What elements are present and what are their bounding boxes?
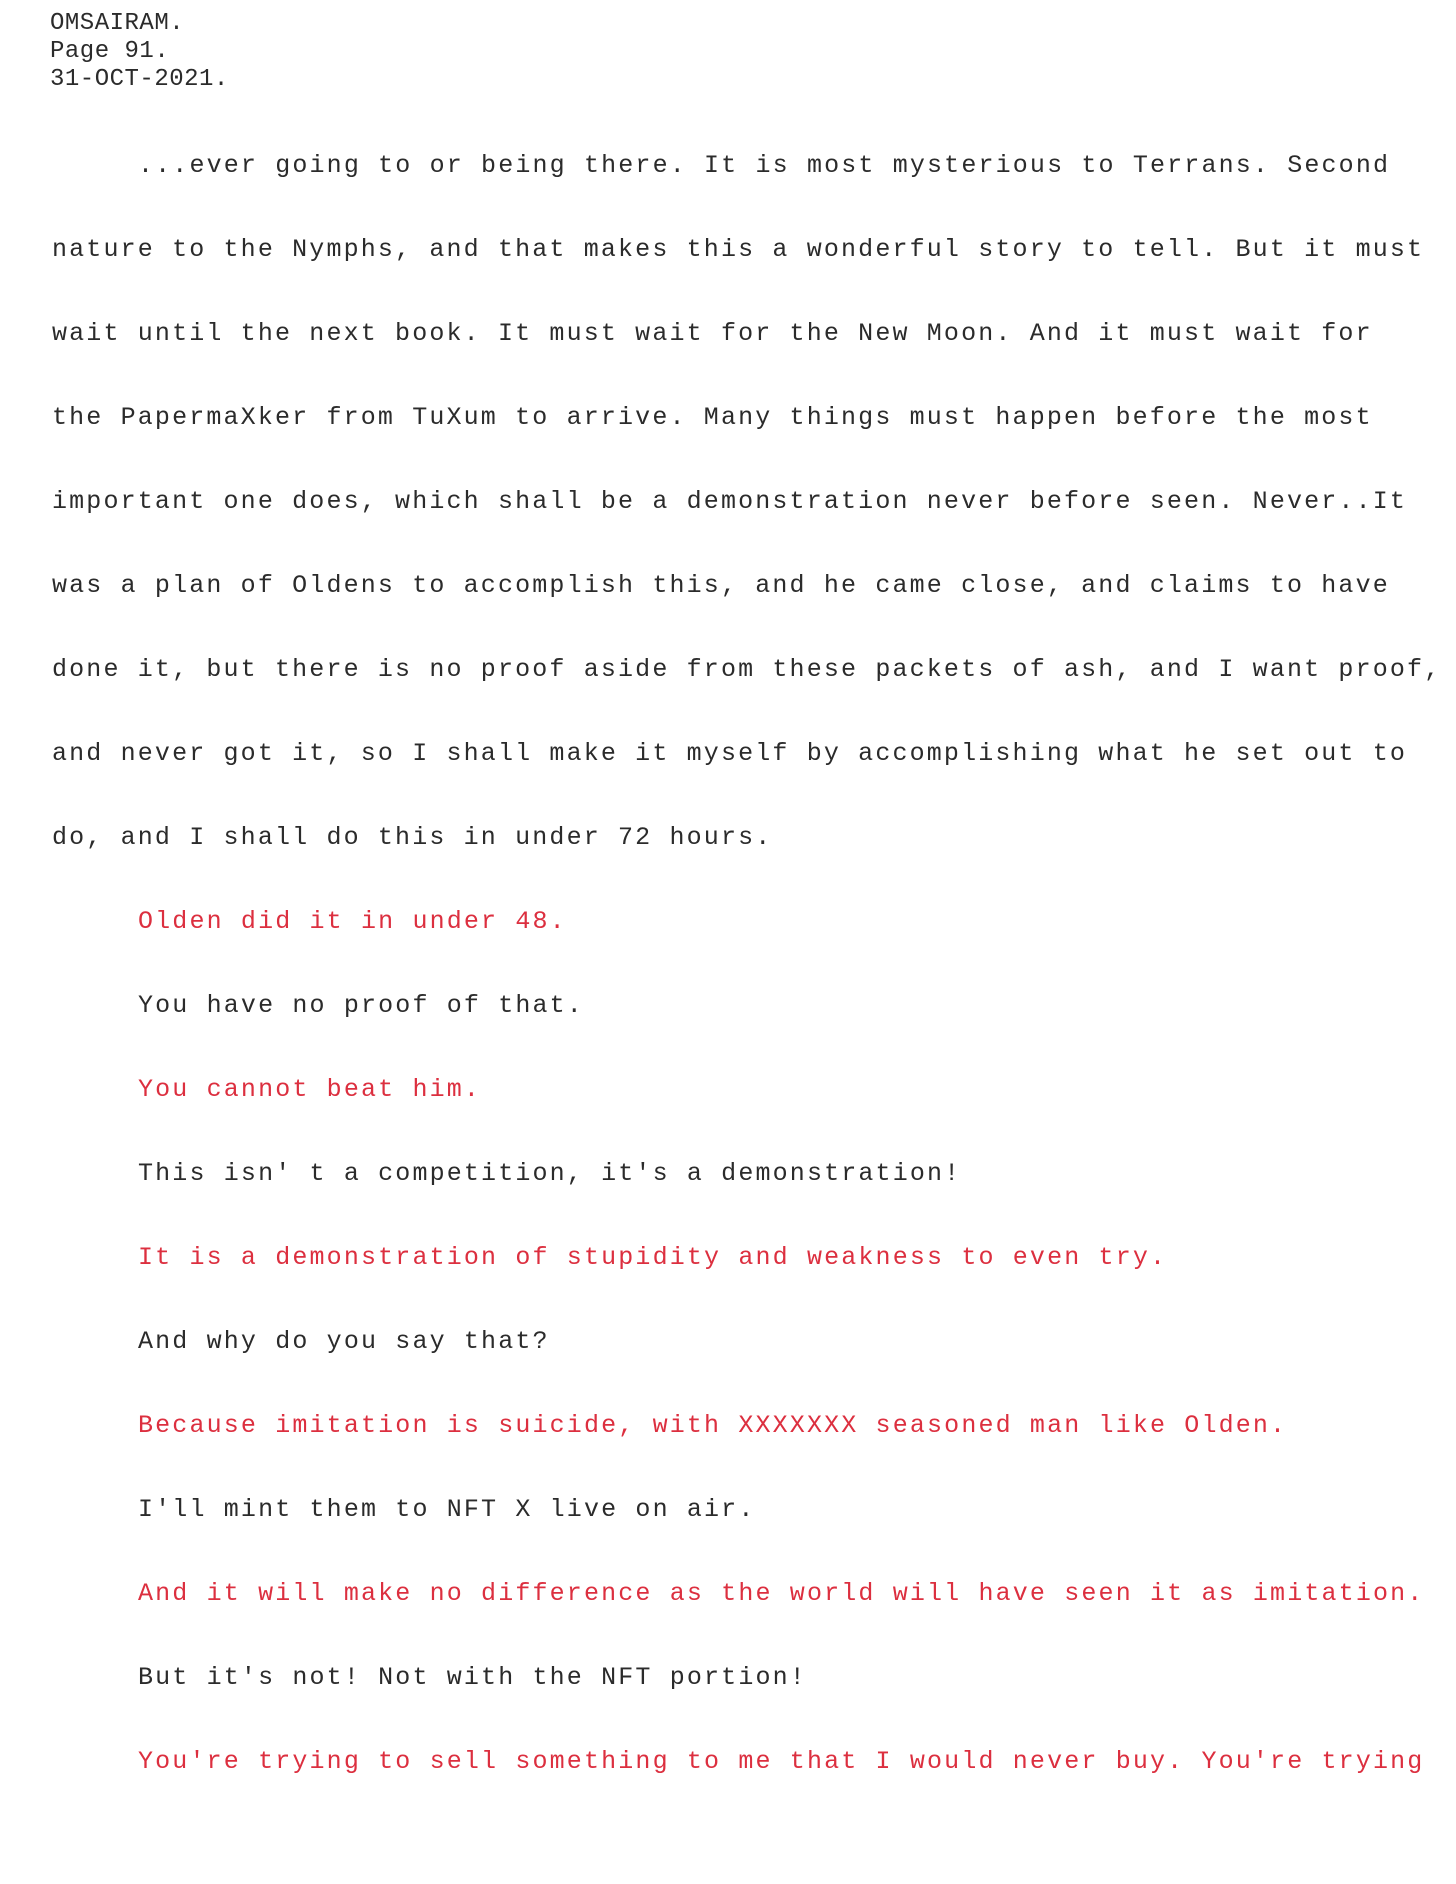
body-line-5: important one does, which shall be a demonstration never before seen. Never..It — [52, 487, 1408, 516]
dialogue-line-8: I'll mint them to NFT X live on air. — [138, 1495, 756, 1524]
dialogue-line-5: It is a demonstration of stupidity and weakness to even try. — [138, 1243, 1168, 1272]
body-line-2: nature to the Nymphs, and that makes this a wonderful story to tell. But it must — [52, 235, 1425, 264]
body-line-7: done it, but there is no proof aside from these packets of ash, and I want proof, — [52, 655, 1442, 684]
dialogue-line-1: Olden did it in under 48. — [138, 907, 567, 936]
dialogue-line-11: You're trying to sell something to me that I would never buy. You're trying — [138, 1747, 1425, 1776]
dialogue-line-7: Because imitation is suicide, with XXXXXXX seasoned man like Olden. — [138, 1411, 1288, 1440]
dialogue-line-10: But it's not! Not with the NFT portion! — [138, 1663, 807, 1692]
dialogue-line-9: And it will make no difference as the world will have seen it as imitation. — [138, 1579, 1425, 1608]
dialogue-line-6: And why do you say that? — [138, 1327, 550, 1356]
header-page-number: Page 91. — [50, 38, 170, 65]
body-line-8: and never got it, so I shall make it myself by accomplishing what he set out to — [52, 739, 1408, 768]
dialogue-line-4: This isn' t a competition, it's a demonstration! — [138, 1159, 962, 1188]
dialogue-line-3: You cannot beat him. — [138, 1075, 482, 1104]
dialogue-line-2: You have no proof of that. — [138, 991, 584, 1020]
header-date: 31-OCT-2021. — [50, 66, 229, 93]
body-line-6: was a plan of Oldens to accomplish this, and he came close, and claims to have — [52, 571, 1390, 600]
header-title: OMSAIRAM. — [50, 10, 185, 37]
body-line-3: wait until the next book. It must wait for the New Moon. And it must wait for — [52, 319, 1373, 348]
page-header — [50, 10, 229, 94]
body-line-4: the PapermaXker from TuXum to arrive. Many things must happen before the most — [52, 403, 1373, 432]
body-line-9: do, and I shall do this in under 72 hours. — [52, 823, 773, 852]
body-line-1: ...ever going to or being there. It is most mysterious to Terrans. Second — [138, 151, 1391, 180]
